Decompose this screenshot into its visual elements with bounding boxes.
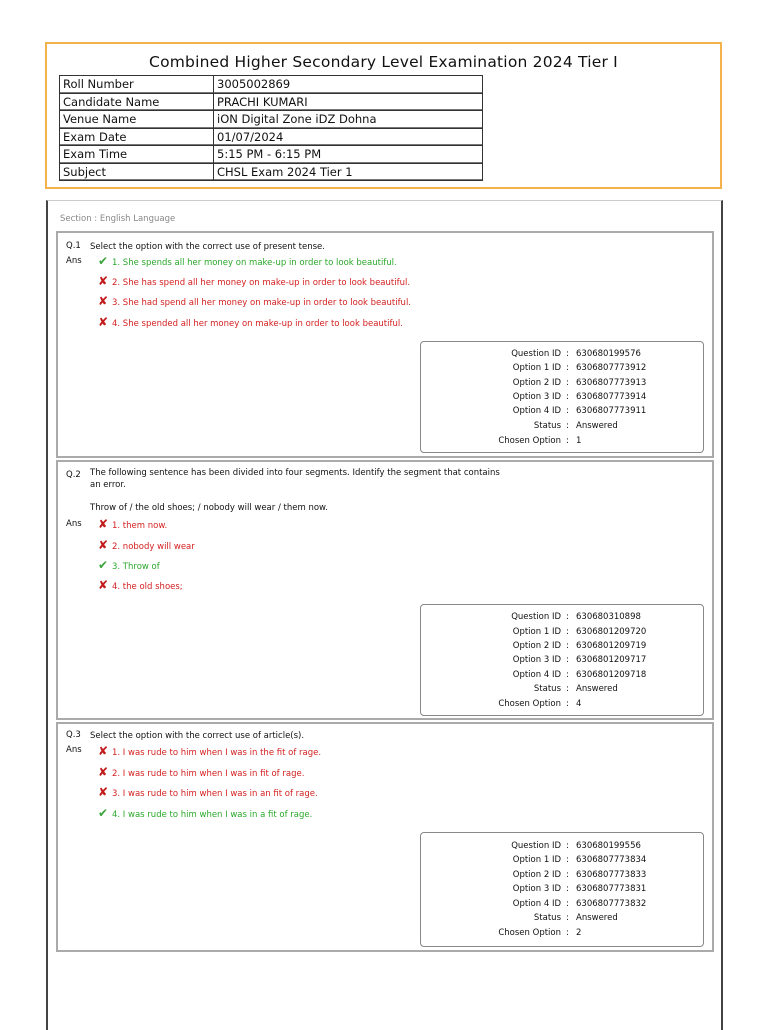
cross-icon: ✘ xyxy=(98,274,109,288)
candidate-info-table xyxy=(59,75,483,181)
cross-icon: ✘ xyxy=(98,538,109,552)
info-key: Exam Time xyxy=(60,146,214,164)
info-row-exam-date xyxy=(60,128,483,146)
exam-header-card xyxy=(45,42,722,189)
question-card xyxy=(56,722,714,952)
question-number: Q.3 xyxy=(66,730,81,740)
cross-icon: ✘ xyxy=(98,744,109,758)
answer-label: Ans xyxy=(66,256,82,266)
info-row-venue-name xyxy=(60,111,483,129)
check-icon: ✔ xyxy=(98,806,109,820)
option-text: 4. the old shoes; xyxy=(112,582,183,592)
answer-label: Ans xyxy=(66,519,82,529)
info-key: Subject xyxy=(60,163,214,181)
info-key: Roll Number xyxy=(60,76,214,94)
option-text: 1. them now. xyxy=(112,521,168,531)
info-row-exam-time xyxy=(60,146,483,164)
option-text: 2. nobody will wear xyxy=(112,542,195,552)
question-text: Select the option with the correct use of present tense. xyxy=(90,242,325,252)
option-text: 4. I was rude to him when I was in a fit of rage. xyxy=(112,810,313,820)
cross-icon: ✘ xyxy=(98,315,109,329)
cross-icon: ✘ xyxy=(98,517,109,531)
info-value: 5:15 PM - 6:15 PM xyxy=(214,146,483,164)
info-key: Venue Name xyxy=(60,111,214,129)
cross-icon: ✘ xyxy=(98,578,109,592)
option-item xyxy=(98,744,321,758)
answer-label: Ans xyxy=(66,745,82,755)
cross-icon: ✘ xyxy=(98,294,109,308)
exam-title: Combined Higher Secondary Level Examination 2024 Tier I xyxy=(149,53,618,71)
info-value: 3005002869 xyxy=(214,76,483,94)
info-value: iON Digital Zone iDZ Dohna xyxy=(214,111,483,129)
option-text: 3. Throw of xyxy=(112,562,160,572)
info-value: CHSL Exam 2024 Tier 1 xyxy=(214,163,483,181)
option-item xyxy=(98,294,411,308)
option-item xyxy=(98,517,167,531)
check-icon: ✔ xyxy=(98,254,109,268)
option-item xyxy=(98,806,312,820)
info-key: Candidate Name xyxy=(60,93,214,111)
info-row-subject xyxy=(60,163,483,181)
question-text: Select the option with the correct use of article(s). xyxy=(90,731,305,741)
info-value: 01/07/2024 xyxy=(214,128,483,146)
question-meta-box: Question ID : 630680199576 Option 1 ID : 6306807773912 Option 2 ID : 6306807773913 Option 3 ID : 6306807773914 Option 4 ID : 6306807773911 Status : Answered Chosen Option : 1 xyxy=(420,341,704,453)
question-meta-box: Question ID : 630680310898 Option 1 ID : 6306801209720 Option 2 ID : 6306801209719 Option 3 ID : 6306801209717 Option 4 ID : 6306801209718 Status : Answered Chosen Option : 4 xyxy=(420,604,704,716)
option-item xyxy=(98,538,195,552)
option-item xyxy=(98,558,160,572)
option-item xyxy=(98,785,318,799)
cross-icon: ✘ xyxy=(98,785,109,799)
option-item xyxy=(98,274,410,288)
question-subtext: Throw of / the old shoes; / nobody will wear / them now. xyxy=(90,503,328,513)
info-row-roll-number xyxy=(60,76,483,94)
info-row-candidate-name xyxy=(60,93,483,111)
cross-icon: ✘ xyxy=(98,765,109,779)
option-text: 1. I was rude to him when I was in the fit of rage. xyxy=(112,748,322,758)
question-meta-box: Question ID : 630680199556 Option 1 ID : 6306807773834 Option 2 ID : 6306807773833 Option 3 ID : 6306807773831 Option 4 ID : 6306807773832 Status : Answered Chosen Option : 2 xyxy=(420,832,704,947)
option-text: 2. She has spend all her money on make-up in order to look beautiful. xyxy=(112,278,411,288)
option-item xyxy=(98,315,403,329)
question-number: Q.2 xyxy=(66,470,81,480)
question-card xyxy=(56,231,714,458)
option-text: 1. She spends all her money on make-up in order to look beautiful. xyxy=(112,258,397,268)
info-value: PRACHI KUMARI xyxy=(214,93,483,111)
option-text: 3. She had spend all her money on make-up in order to look beautiful. xyxy=(112,298,412,308)
question-text: The following sentence has been divided into four segments. Identify the segment that contains an error. xyxy=(90,468,500,490)
info-key: Exam Date xyxy=(60,128,214,146)
option-text: 3. I was rude to him when I was in an fit of rage. xyxy=(112,789,318,799)
option-item xyxy=(98,578,183,592)
check-icon: ✔ xyxy=(98,558,109,572)
question-number: Q.1 xyxy=(66,241,81,251)
option-text: 4. She spended all her money on make-up in order to look beautiful. xyxy=(112,319,403,329)
option-item xyxy=(98,765,304,779)
option-text: 2. I was rude to him when I was in fit of rage. xyxy=(112,769,305,779)
option-item xyxy=(98,254,397,268)
question-card xyxy=(56,460,714,720)
section-label: Section : English Language xyxy=(60,214,176,224)
